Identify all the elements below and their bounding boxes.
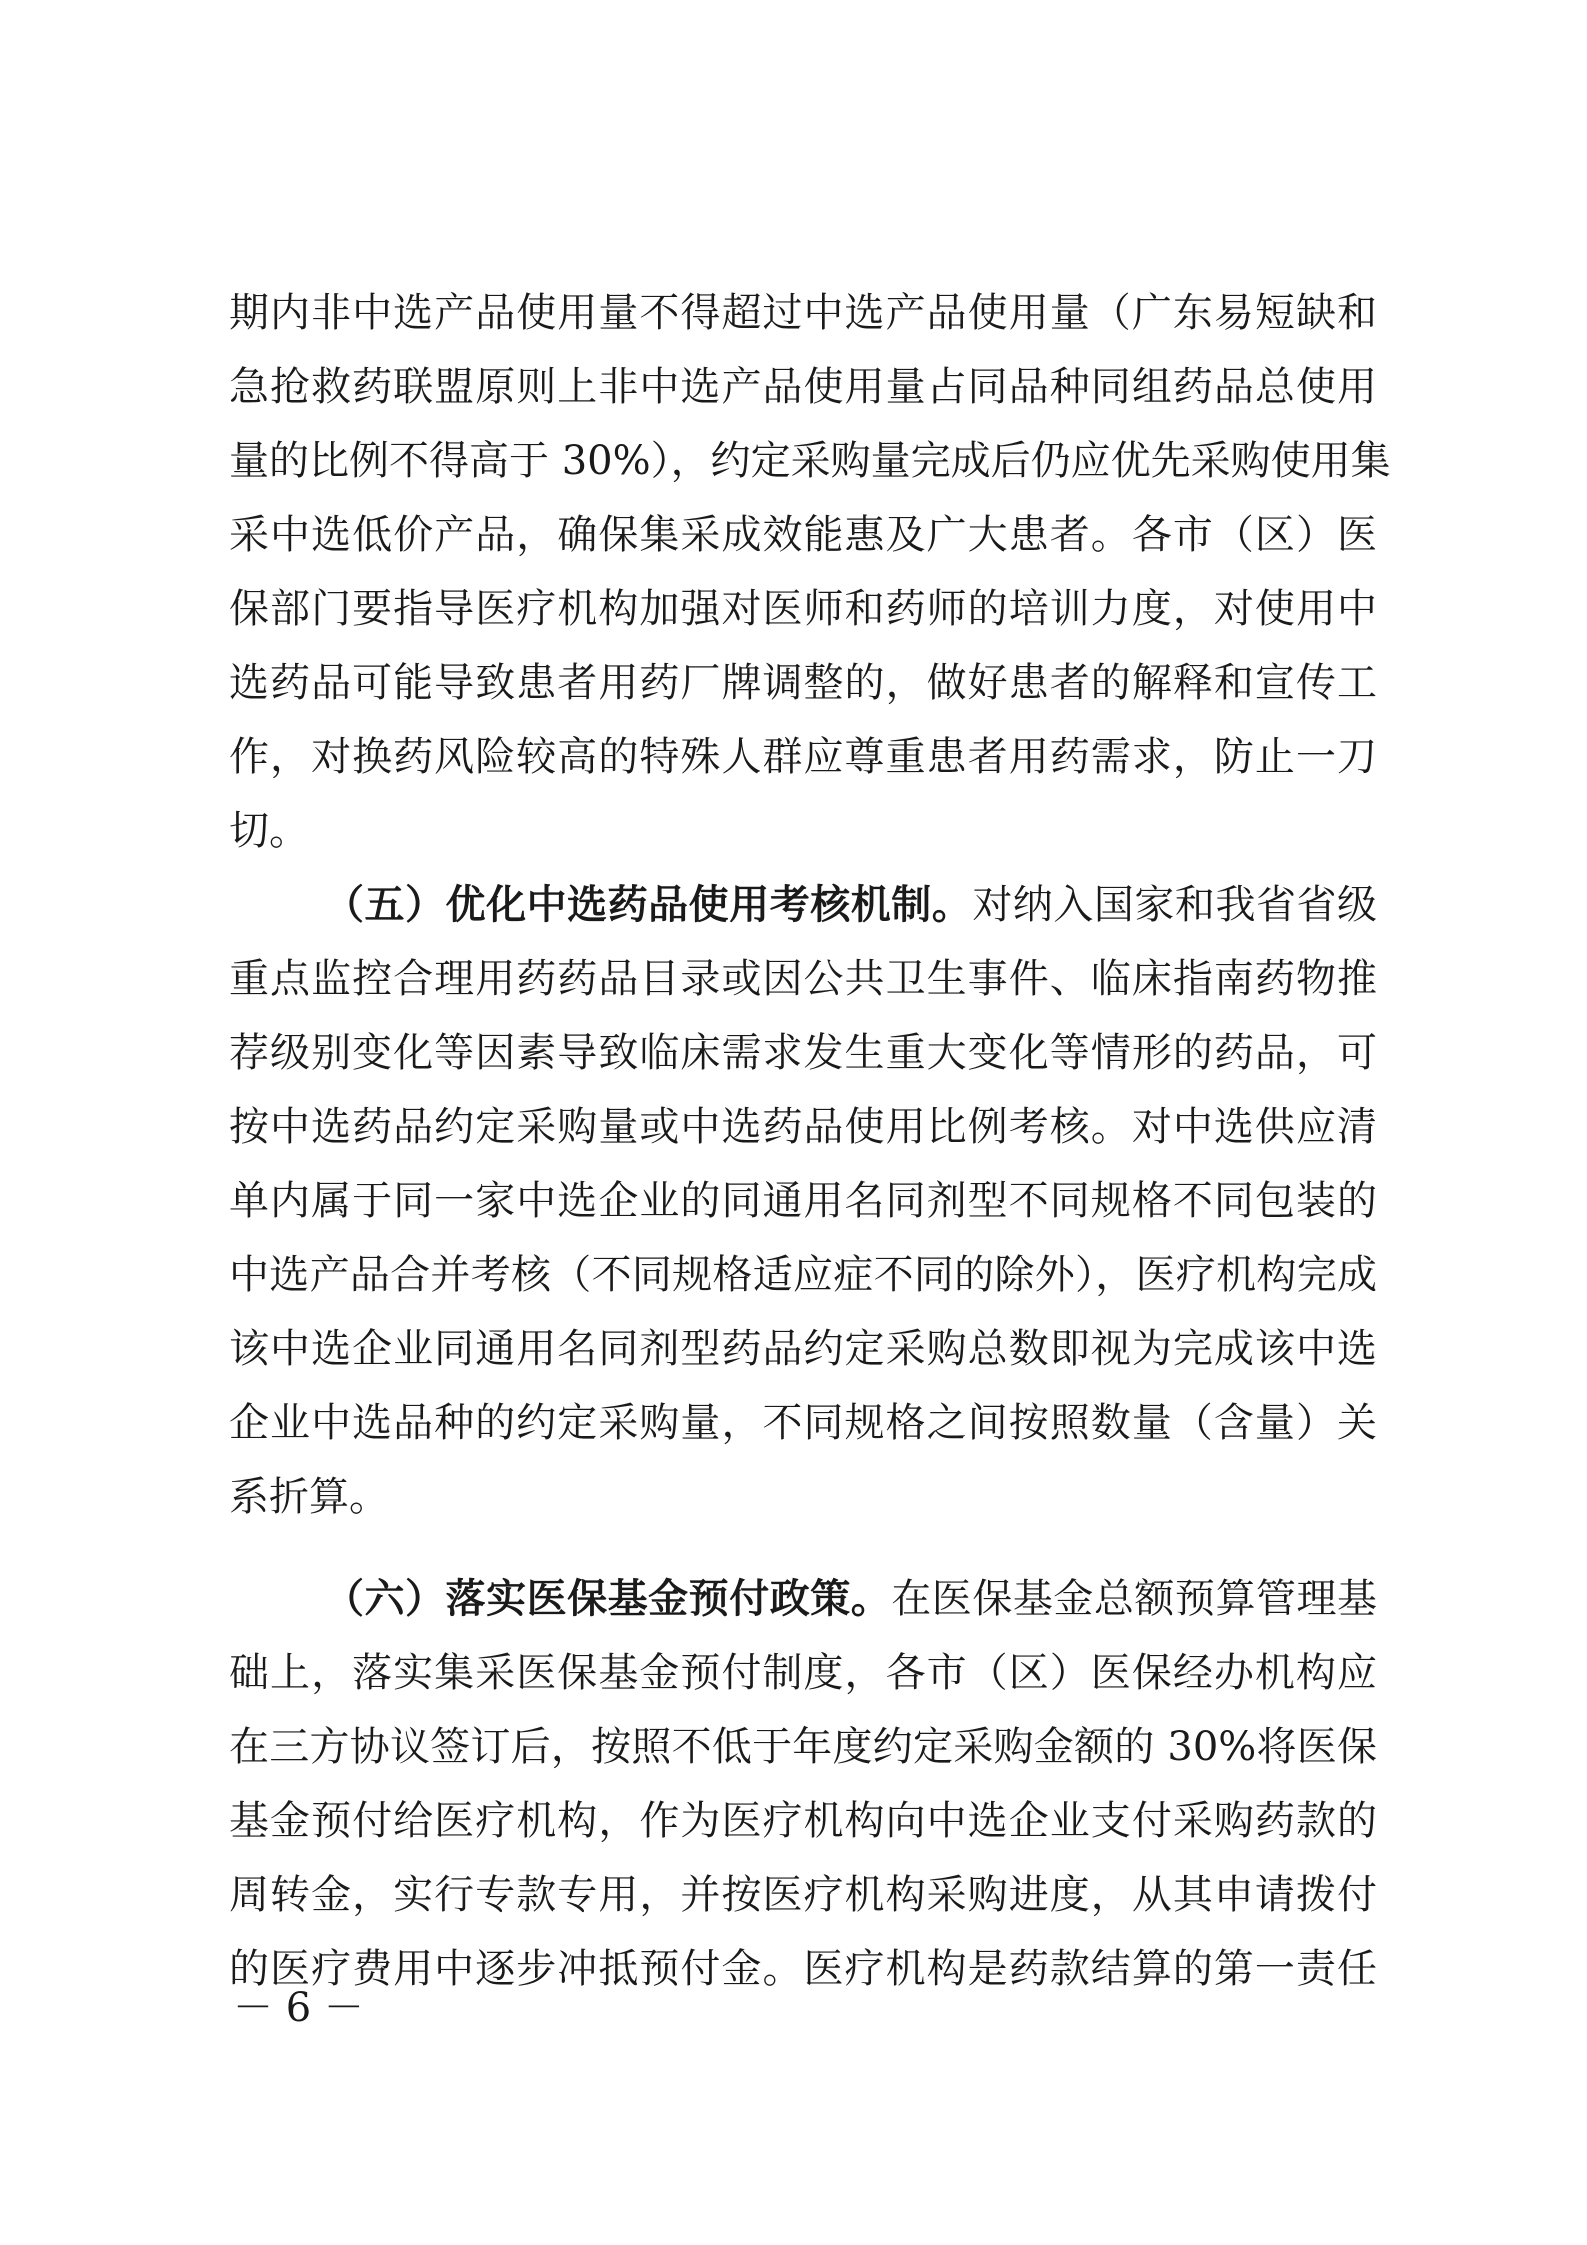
- text-line: 单内属于同一家中选企业的同通用名同剂型不同规格不同包装的: [229, 1178, 1377, 1224]
- text-line: 系折算。: [229, 1474, 389, 1520]
- text-line: 周转金，实行专款专用，并按医疗机构采购进度，从其申请拨付: [229, 1872, 1377, 1918]
- text-line: 基金预付给医疗机构，作为医疗机构向中选企业支付采购药款的: [229, 1798, 1377, 1844]
- text-line: 采中选低价产品，确保集采成效能惠及广大患者。各市（区）医: [229, 512, 1377, 558]
- text-line: 荐级别变化等因素导致临床需求发生重大变化等情形的药品，可: [229, 1030, 1377, 1076]
- text-line: 中选产品合并考核（不同规格适应症不同的除外），医疗机构完成: [229, 1252, 1377, 1298]
- text-line: 础上，落实集采医保基金预付制度，各市（区）医保经办机构应: [229, 1650, 1377, 1696]
- text-line: 保部门要指导医疗机构加强对医师和药师的培训力度，对使用中: [229, 586, 1377, 632]
- paragraph-first-line: [229, 868, 1377, 942]
- text-line: 重点监控合理用药药品目录或因公共卫生事件、临床指南药物推: [229, 956, 1377, 1002]
- text-line: 切。: [229, 808, 309, 854]
- section-heading-5: （五）优化中选药品使用考核机制。: [324, 881, 973, 928]
- body-text: [229, 276, 1391, 2006]
- text-line: 按中选药品约定采购量或中选药品使用比例考核。对中选供应清: [229, 1104, 1377, 1150]
- paragraph-text: 对纳入国家和我省省级: [972, 882, 1378, 928]
- section-heading-6: （六）落实医保基金预付政策。: [324, 1575, 892, 1622]
- text-line: 的医疗费用中逐步冲抵预付金。医疗机构是药款结算的第一责任: [229, 1946, 1377, 1992]
- text-line: 量的比例不得高于 30%），约定采购量完成后仍应优先采购使用集: [229, 438, 1391, 484]
- text-line: 期内非中选产品使用量不得超过中选产品使用量（广东易短缺和: [229, 290, 1377, 336]
- text-line: 该中选企业同通用名同剂型药品约定采购总数即视为完成该中选: [229, 1326, 1377, 1372]
- text-line: 急抢救药联盟原则上非中选产品使用量占同品种同组药品总使用: [229, 364, 1377, 410]
- text-line: 在三方协议签订后，按照不低于年度约定采购金额的 30%将医保: [229, 1724, 1377, 1770]
- text-line: 作，对换药风险较高的特殊人群应尊重患者用药需求，防止一刀: [229, 734, 1377, 780]
- text-line: 企业中选品种的约定采购量，不同规格之间按照数量（含量）关: [229, 1400, 1377, 1446]
- page-number: － 6 －: [233, 1985, 364, 2031]
- paragraph-first-line: [229, 1562, 1377, 1636]
- text-line: 选药品可能导致患者用药厂牌调整的，做好患者的解释和宣传工: [229, 660, 1377, 706]
- paragraph-text: 在医保基金总额预算管理基: [891, 1576, 1378, 1622]
